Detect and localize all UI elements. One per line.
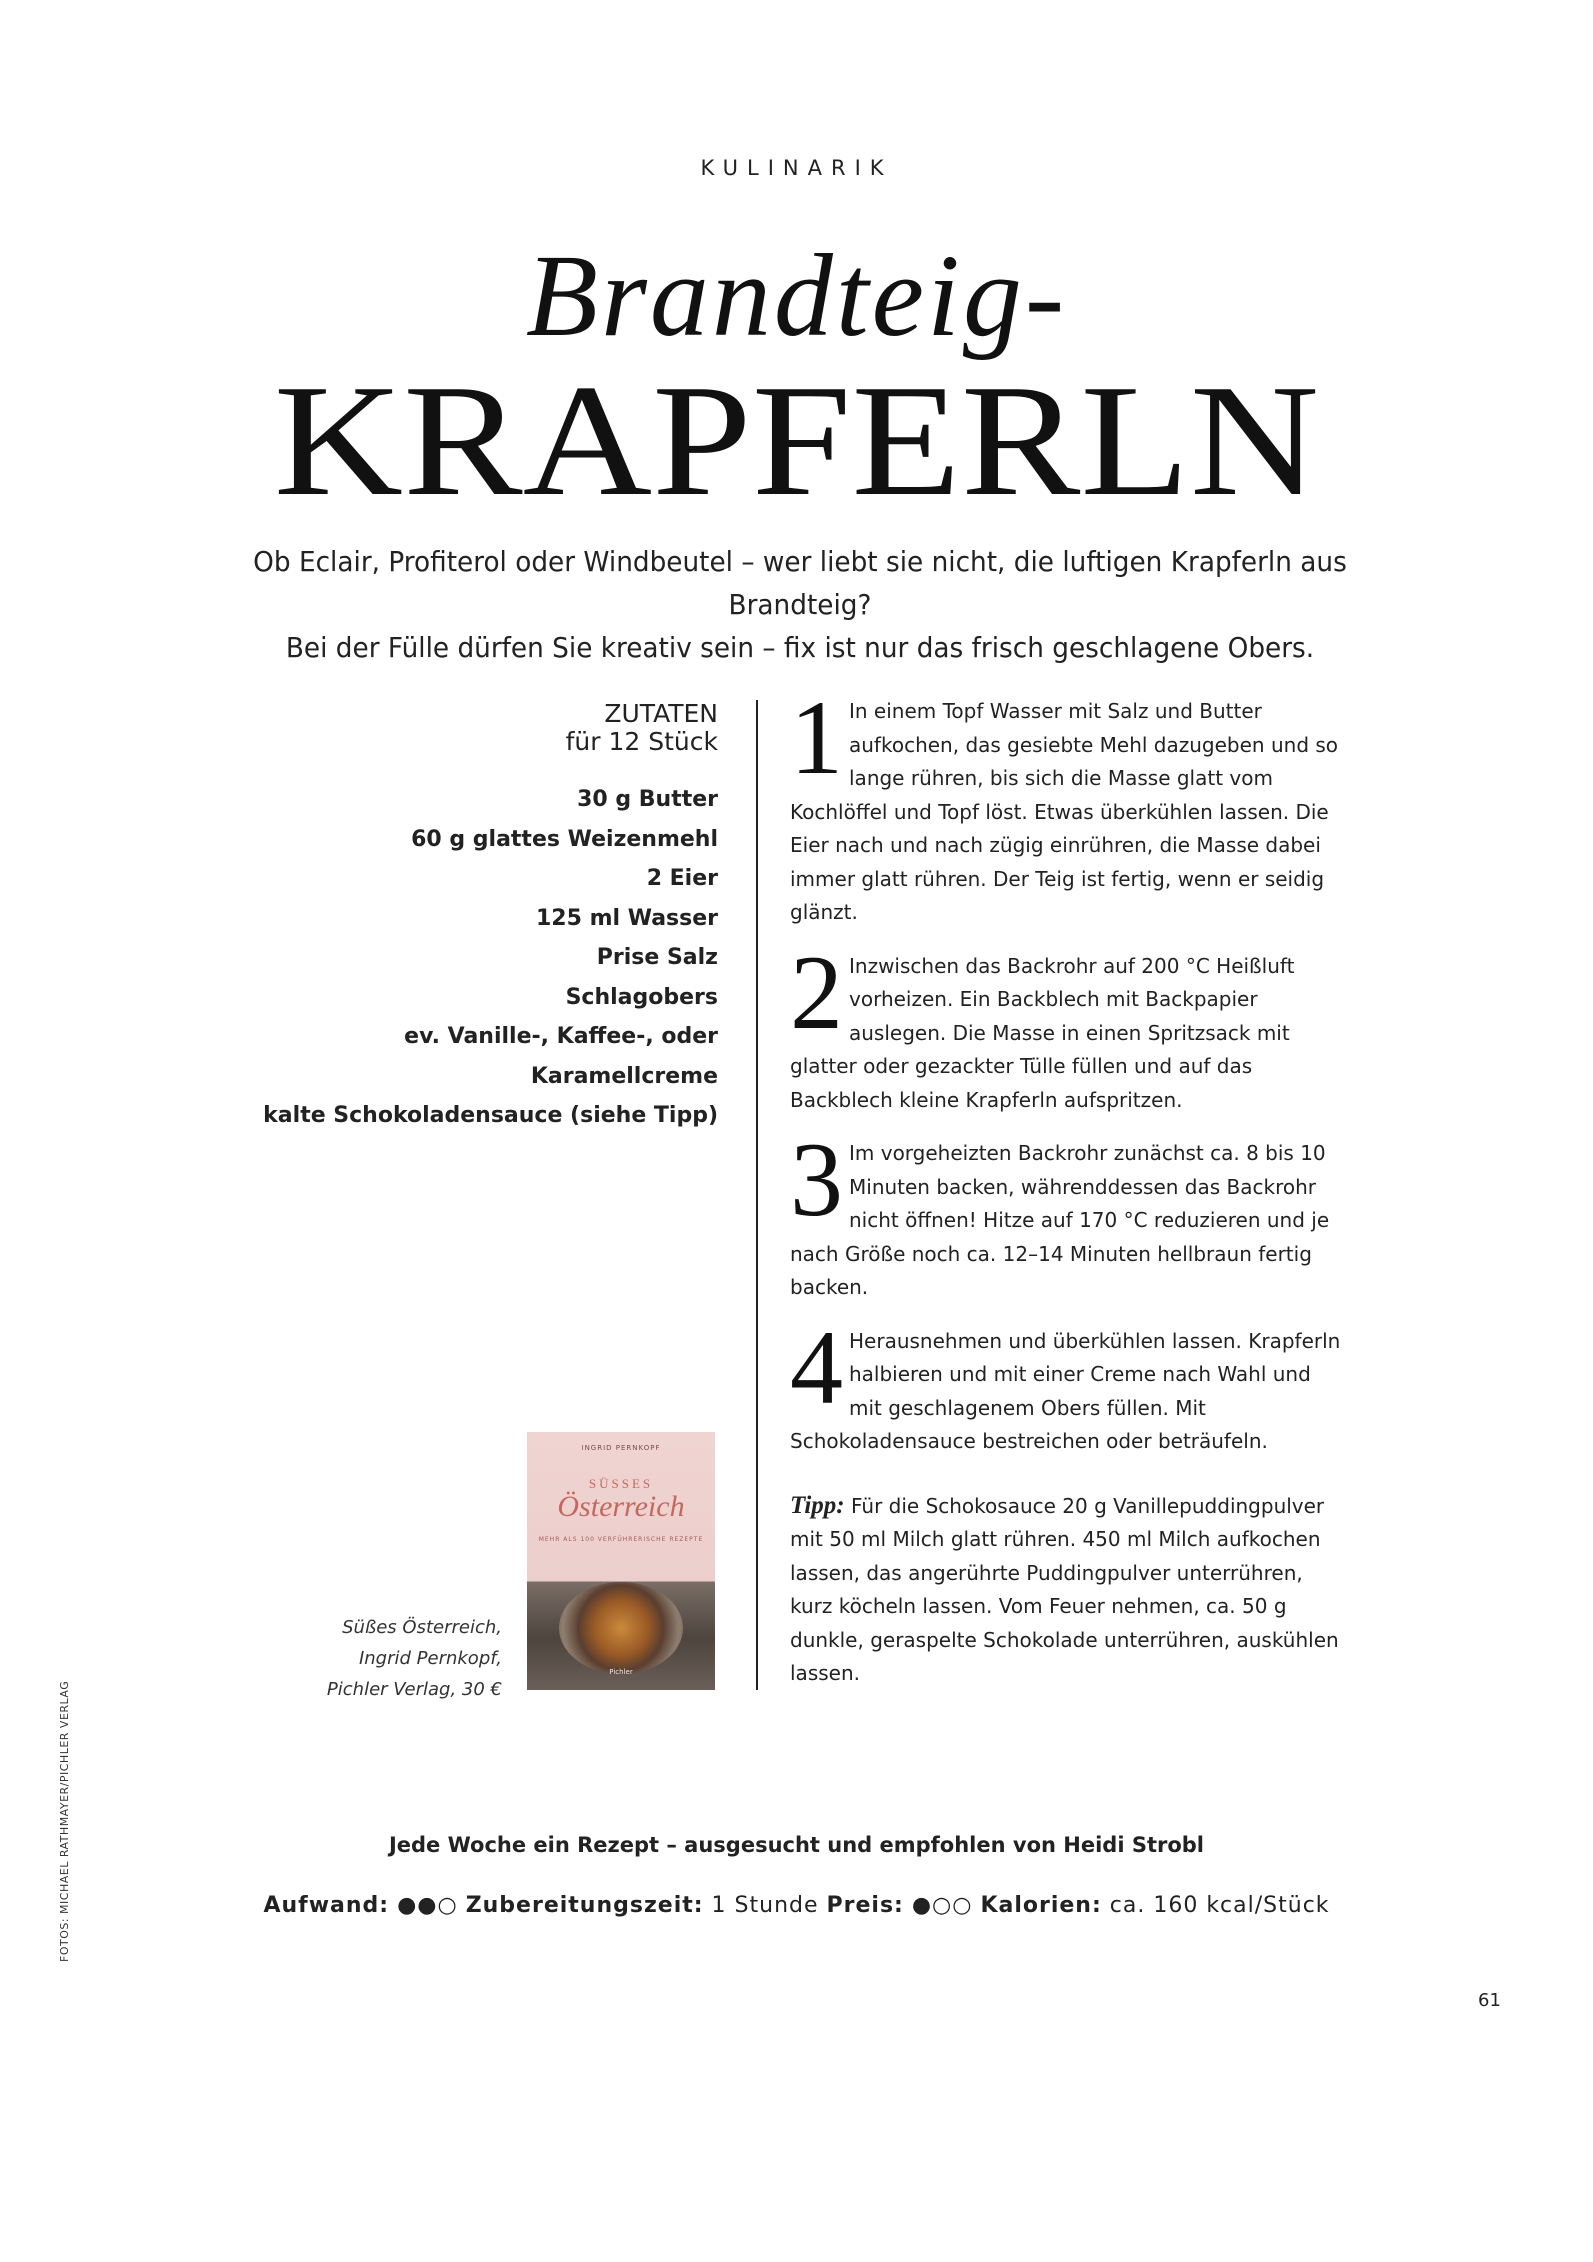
recipe-tagline: Jede Woche ein Rezept – ausgesucht und empfohlen von Heidi Strobl xyxy=(388,1833,1205,1857)
kalorien-label: Kalorien: xyxy=(980,1893,1102,1918)
ingredient-item: 60 g glattes Weizenmehl xyxy=(411,826,718,852)
book-cover-title: Österreich xyxy=(557,1490,685,1523)
book-cover-subtitle: MEHR ALS 100 VERFÜHRERISCHE REZEPTE xyxy=(538,1536,704,1543)
ingredient-item: kalte Schokoladensauce (siehe Tipp) xyxy=(263,1103,718,1128)
caption-line: Ingrid Pernkopf, xyxy=(358,1648,502,1669)
book-cover-title-top: SÜSSES xyxy=(588,1476,654,1491)
page-number: 61 xyxy=(1478,1990,1501,2011)
zeit-value: 1 Stunde xyxy=(711,1893,819,1918)
book-cover-image xyxy=(527,1432,715,1690)
ingredient-item: 30 g Butter xyxy=(577,787,718,812)
aufwand-label: Aufwand: xyxy=(263,1893,390,1918)
book-caption xyxy=(240,1612,502,1705)
book-cover-publisher: Pichler xyxy=(609,1668,633,1676)
lead-line-2: Bei der Fülle dürfen Sie kreativ sein – fix ist nur das frisch geschlagene Obers. xyxy=(285,631,1315,664)
step-number: 3 xyxy=(790,1121,843,1238)
tip-text: Für die Schokosauce 20 g Vanillepuddingpulver mit 50 ml Milch glatt rühren. 450 ml Milch aufkochen lassen, das angerührte Puddingpulver unterrühren, kurz köcheln lassen. Vom Feuer nehmen, ca. 50 g dunkle, geraspelte Schokolade unterrühren, auskühlen lassen. xyxy=(790,1493,1339,1685)
step-number: 4 xyxy=(790,1308,843,1426)
ingredient-item: Karamellcreme xyxy=(530,1063,718,1089)
step-2 xyxy=(790,933,1342,1118)
photo-credit: FOTOS: MICHAEL RATHMAYER/PICHLER VERLAG xyxy=(58,1680,71,1962)
method-steps xyxy=(790,679,1342,1691)
ingredient-item: ev. Vanille-, Kaffee-, oder xyxy=(404,1024,718,1049)
step-text: Inzwischen das Backrohr auf 200 °C Heißluft vorheizen. Ein Backblech mit Backpapier auslegen. Die Masse in einen Spritzsack mit glatter oder gezackter Tülle füllen und auf das Backblech kleine Krapferln aufspritzen. xyxy=(790,953,1295,1112)
column-divider xyxy=(756,700,758,1690)
recipe-facts xyxy=(0,1893,1593,1918)
tip-box xyxy=(790,1489,1342,1691)
lead-line-1: Ob Eclair, Profiterol oder Windbeutel – wer liebt sie nicht, die luftigen Krapferln aus Brandteig? xyxy=(253,545,1347,621)
food-bowl-picture xyxy=(559,1582,683,1674)
title-line-2: KRAPFERLN xyxy=(273,351,1320,529)
step-text: Im vorgeheizten Backrohr zunächst ca. 8 bis 10 Minuten backen, währenddessen das Backrohr nicht öffnen! Hitze auf 170 °C reduzieren und je nach Größe noch ca. 12–14 Minuten hellbraun fertig backen. xyxy=(790,1141,1330,1299)
ingredient-item: 125 ml Wasser xyxy=(536,905,718,931)
zeit-label: Zubereitungszeit: xyxy=(465,1893,704,1918)
title-line-1: Brandteig- xyxy=(525,230,1068,361)
ingredient-item: Schlagobers xyxy=(565,984,718,1010)
caption-line: Süßes Österreich, xyxy=(342,1617,502,1638)
step-text: Herausnehmen und überkühlen lassen. Krapferln halbieren und mit einer Creme nach Wahl und mit geschlagenem Obers füllen. Mit Schokoladensauce bestreichen oder beträufeln. xyxy=(790,1328,1341,1453)
caption-line: Pichler Verlag, 30 € xyxy=(326,1679,502,1700)
kalorien-value: ca. 160 kcal/Stück xyxy=(1109,1893,1330,1918)
step-1 xyxy=(790,679,1342,930)
preis-rating: ●○○ xyxy=(911,1893,973,1918)
aufwand-rating: ●●○ xyxy=(397,1893,458,1918)
ingredient-item: Prise Salz xyxy=(596,945,718,970)
preis-label: Preis: xyxy=(826,1893,904,1918)
photo-credit-wrapper xyxy=(58,1680,78,2262)
tip-label: Tipp: xyxy=(790,1491,845,1519)
ingredients-heading: ZUTATEN xyxy=(604,699,718,728)
step-4 xyxy=(790,1308,1342,1459)
ingredients-list xyxy=(250,700,718,1136)
step-text: In einem Topf Wasser mit Salz und Butter aufkochen, das gesiebte Mehl dazugeben und so lange rühren, bis sich die Masse glatt vom Kochlöffel und Topf löst. Etwas überkühlen lassen. Die Eier nach und nach zügig einrühren, die Masse dabei immer glatt rühren. Der Teig ist fertig, wenn er seidig glänzt. xyxy=(790,699,1339,924)
ingredient-item: 2 Eier xyxy=(646,866,718,891)
lead-paragraph xyxy=(189,540,1411,669)
ingredients-yield: für 12 Stück xyxy=(565,727,718,756)
book-cover-author: INGRID PERNKOPF xyxy=(581,1444,661,1452)
step-3 xyxy=(790,1121,1342,1305)
step-number: 1 xyxy=(790,679,843,796)
step-number: 2 xyxy=(790,933,843,1051)
section-label: KULINARIK xyxy=(700,156,893,180)
